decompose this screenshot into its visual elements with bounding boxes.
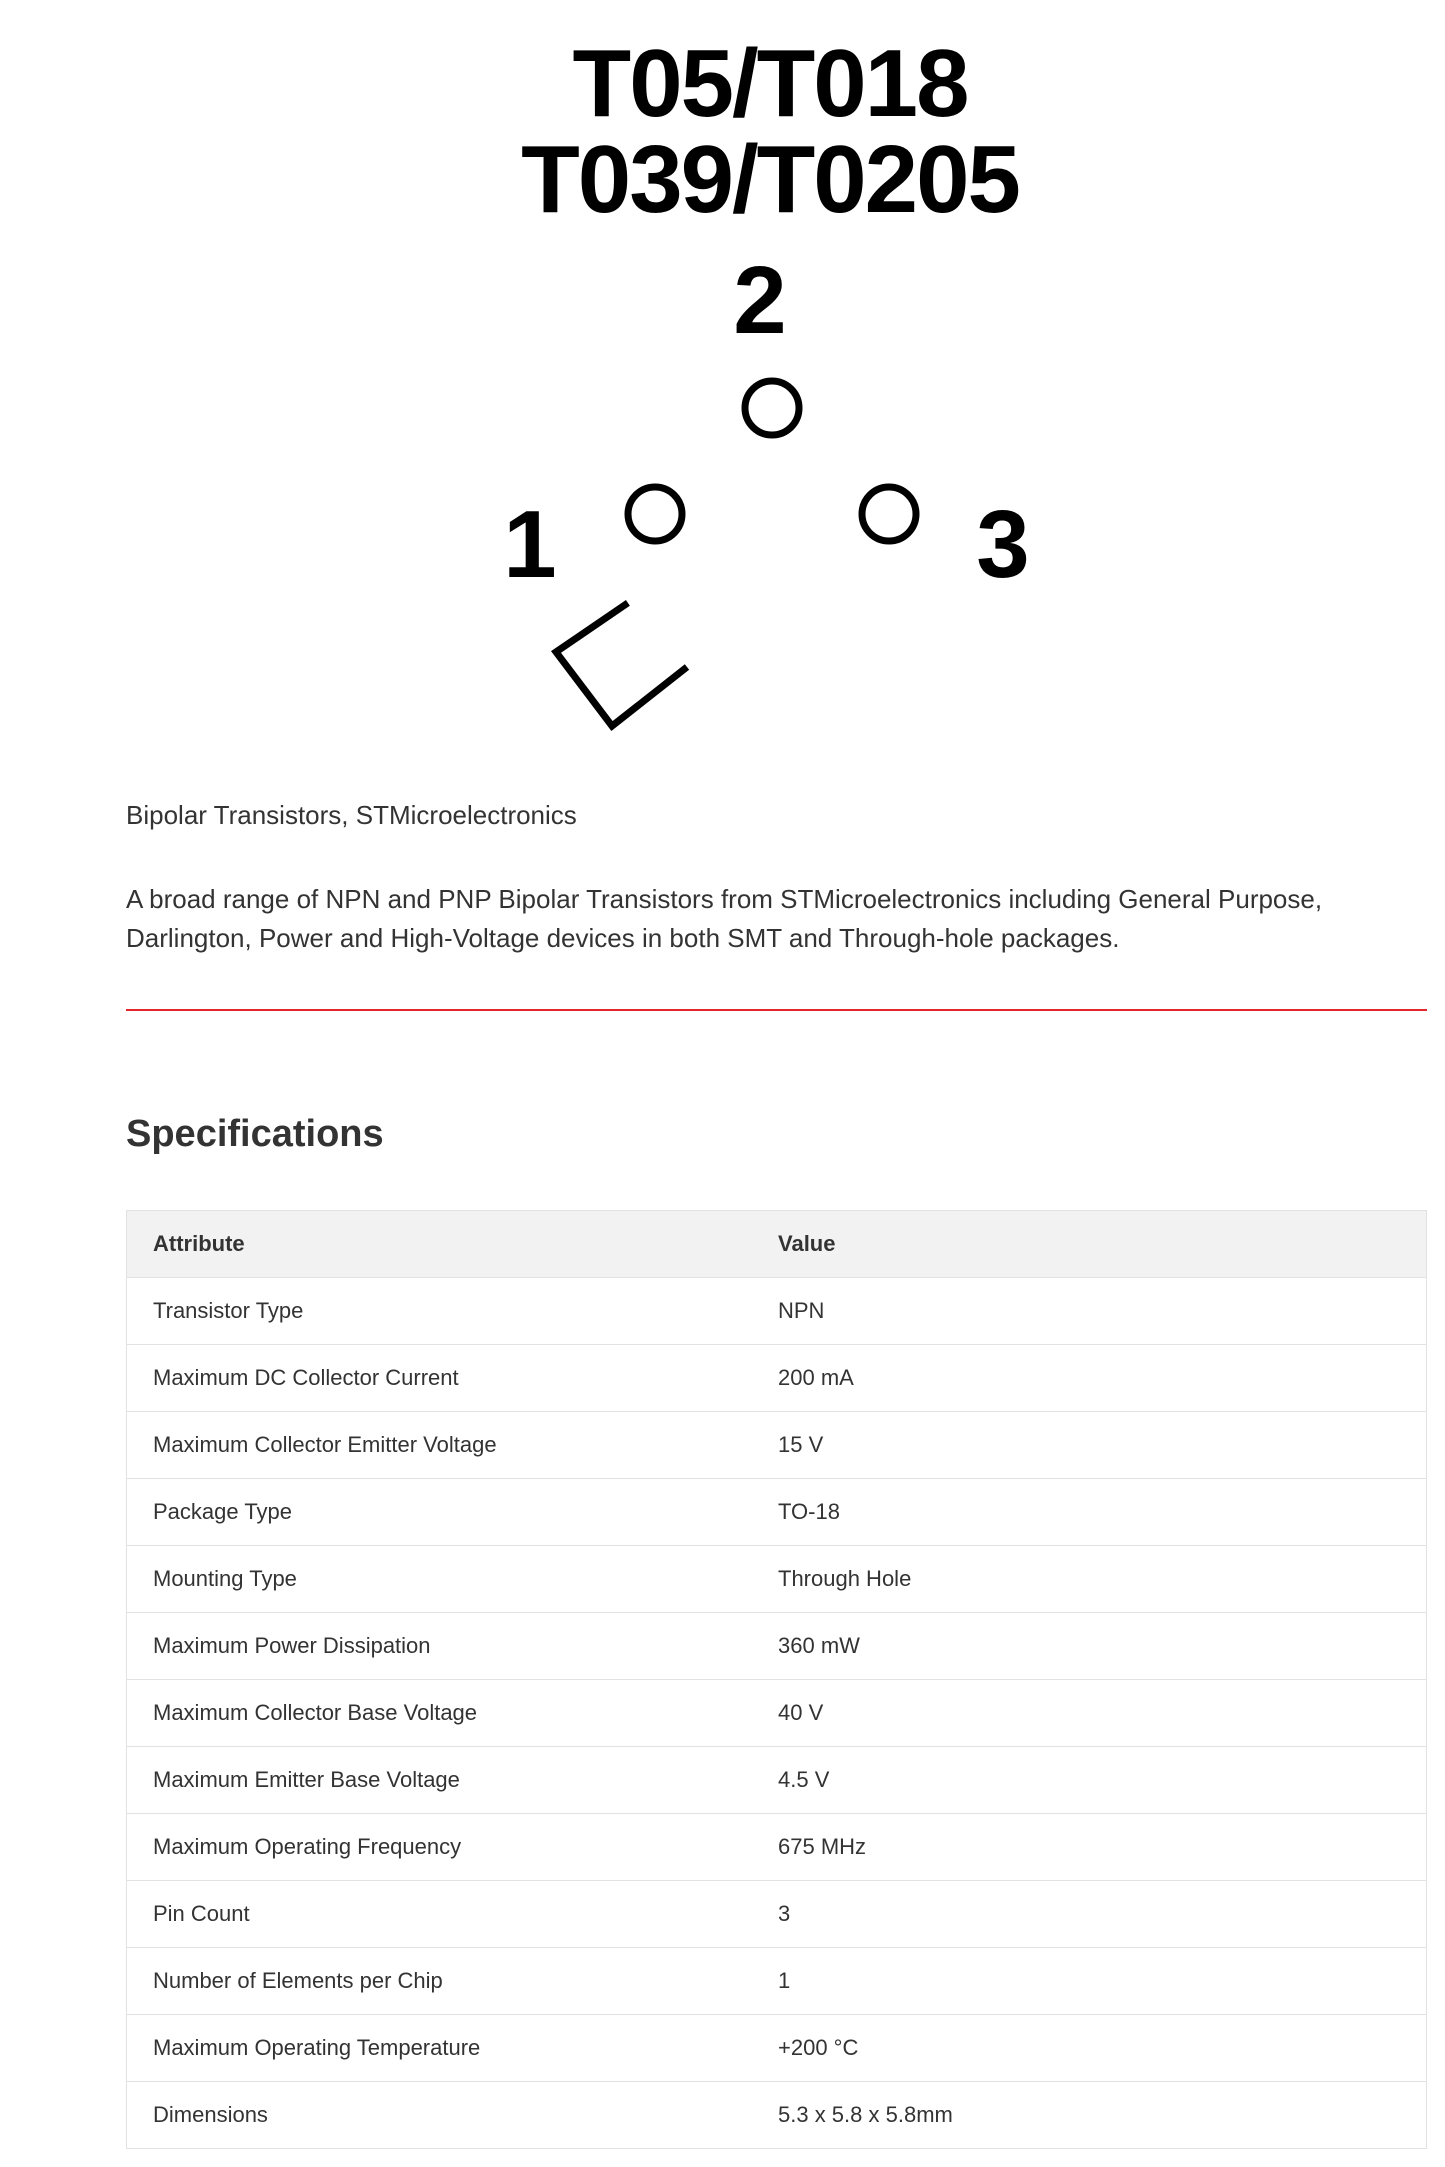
package-diagram xyxy=(470,20,1070,740)
value-cell: 4.5 V xyxy=(752,1747,1427,1814)
attribute-cell: Maximum Power Dissipation xyxy=(127,1613,753,1680)
product-description: A broad range of NPN and PNP Bipolar Transistors from STMicroelectronics including General Purpose, Darlington, Power and High-Voltage devices in both SMT and Through-hole packages. xyxy=(126,884,1323,953)
attribute-cell: Maximum DC Collector Current xyxy=(127,1345,753,1412)
attribute-cell: Mounting Type xyxy=(127,1546,753,1613)
section-divider xyxy=(126,1009,1427,1011)
table-header-row xyxy=(127,1211,1427,1278)
value-cell: 200 mA xyxy=(752,1345,1427,1412)
table-row xyxy=(127,1613,1427,1680)
attribute-cell: Transistor Type xyxy=(127,1278,753,1345)
specifications-table xyxy=(126,1210,1427,2149)
table-row xyxy=(127,1479,1427,1546)
value-cell: +200 °C xyxy=(752,2015,1427,2082)
attribute-cell: Package Type xyxy=(127,1479,753,1546)
pin-3-hole xyxy=(862,487,916,541)
attribute-cell: Maximum Operating Temperature xyxy=(127,2015,753,2082)
table-row xyxy=(127,1345,1427,1412)
value-cell: 3 xyxy=(752,1881,1427,1948)
attribute-cell: Maximum Collector Emitter Voltage xyxy=(127,1412,753,1479)
value-cell: 1 xyxy=(752,1948,1427,2015)
pinout-drawing xyxy=(470,20,1070,740)
attribute-cell: Maximum Emitter Base Voltage xyxy=(127,1747,753,1814)
pin-1-hole xyxy=(628,487,682,541)
diagram-title-line1: T05/T018 xyxy=(572,30,968,137)
attribute-cell: Dimensions xyxy=(127,2082,753,2149)
table-row xyxy=(127,2082,1427,2149)
value-cell: NPN xyxy=(752,1278,1427,1345)
value-cell: 360 mW xyxy=(752,1613,1427,1680)
package-tab xyxy=(556,603,687,726)
table-row xyxy=(127,1747,1427,1814)
value-cell: 5.3 x 5.8 x 5.8mm xyxy=(752,2082,1427,2149)
product-subtitle: Bipolar Transistors, STMicroelectronics xyxy=(126,800,577,830)
pin-label-2: 2 xyxy=(733,247,787,354)
pin-label-3: 3 xyxy=(976,491,1030,598)
table-row xyxy=(127,1814,1427,1881)
value-cell: Through Hole xyxy=(752,1546,1427,1613)
attribute-cell: Maximum Collector Base Voltage xyxy=(127,1680,753,1747)
table-row xyxy=(127,1412,1427,1479)
value-cell: 40 V xyxy=(752,1680,1427,1747)
attribute-cell: Number of Elements per Chip xyxy=(127,1948,753,2015)
value-cell: 15 V xyxy=(752,1412,1427,1479)
table-row xyxy=(127,2015,1427,2082)
table-row xyxy=(127,1546,1427,1613)
attribute-cell: Maximum Operating Frequency xyxy=(127,1814,753,1881)
column-header-attribute: Attribute xyxy=(127,1211,753,1278)
table-row xyxy=(127,1278,1427,1345)
pin-label-1: 1 xyxy=(503,491,557,598)
table-row xyxy=(127,1948,1427,2015)
value-cell: TO-18 xyxy=(752,1479,1427,1546)
column-header-value: Value xyxy=(752,1211,1427,1278)
table-row xyxy=(127,1680,1427,1747)
diagram-title-line2: T039/T0205 xyxy=(521,126,1019,233)
attribute-cell: Pin Count xyxy=(127,1881,753,1948)
specifications-heading: Specifications xyxy=(126,1113,384,1155)
value-cell: 675 MHz xyxy=(752,1814,1427,1881)
pin-2-hole xyxy=(745,381,799,435)
table-row xyxy=(127,1881,1427,1948)
